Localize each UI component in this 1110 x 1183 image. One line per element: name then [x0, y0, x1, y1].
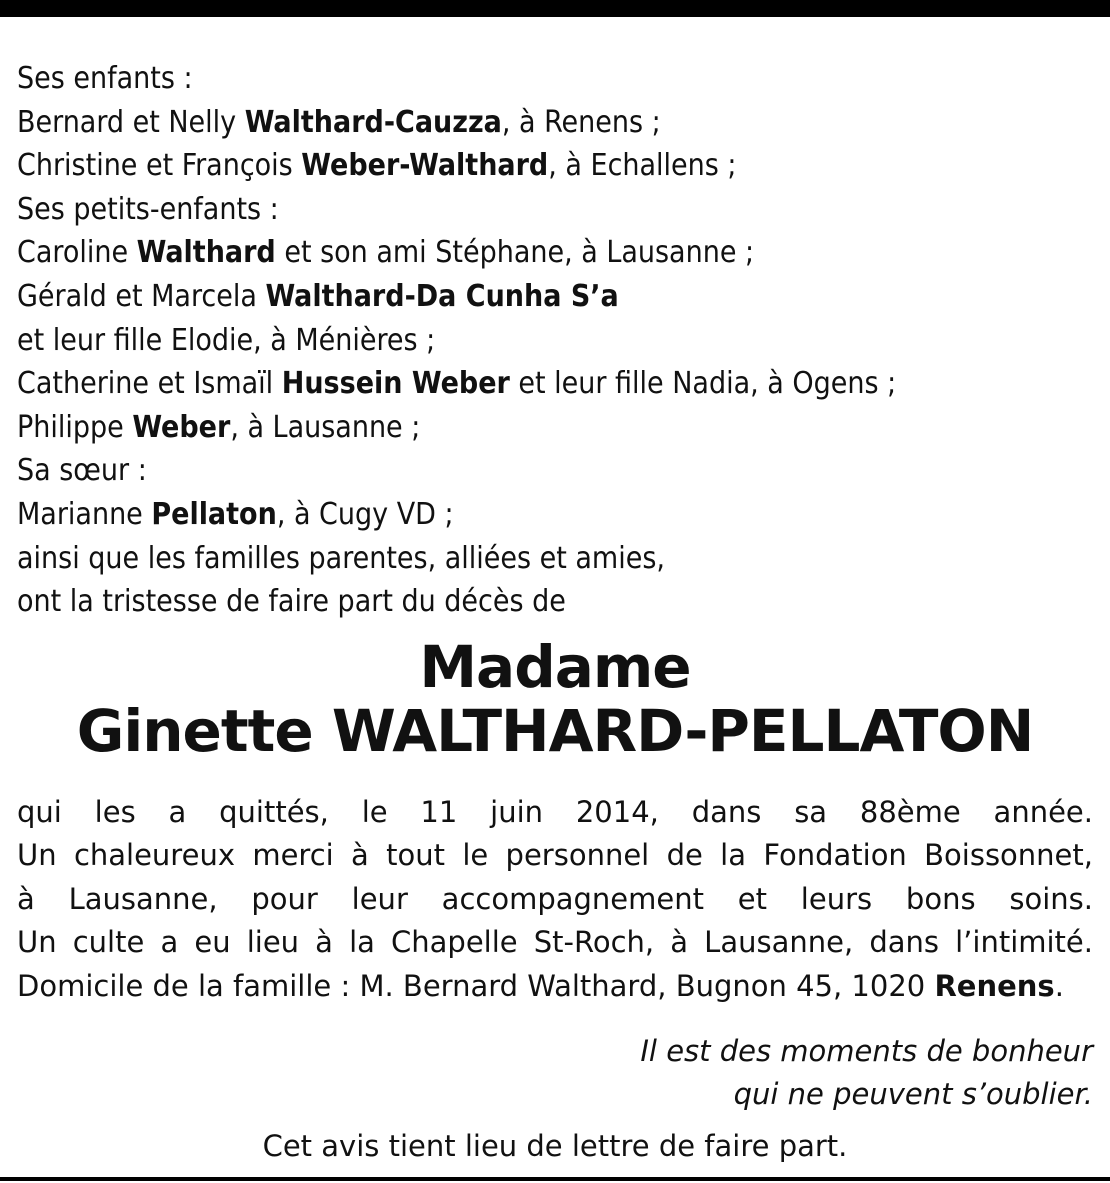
quote-line: Il est des moments de bonheur [640, 1034, 1093, 1068]
line-surname: Pellaton [151, 496, 277, 532]
deceased-title: Madame [419, 633, 691, 701]
list-item [17, 144, 1093, 188]
list-item [17, 231, 1093, 275]
line-text: Ses petits-enfants : [17, 191, 279, 227]
top-border-rule [0, 0, 1110, 17]
epitaph-quote [640, 1030, 1093, 1116]
line-text: Philippe [17, 409, 133, 445]
line-text: Ses enfants : [17, 61, 193, 96]
quote-line: qui ne peuvent s’oublier. [733, 1077, 1093, 1111]
list-item [17, 101, 1093, 145]
family-list [17, 57, 1093, 624]
domicile-line [17, 965, 1093, 1008]
line-text-after: , à Renens ; [501, 104, 661, 140]
deceased-heading [0, 633, 1110, 765]
domicile-town: Renens [934, 968, 1055, 1003]
line-text-after: , à Echallens ; [548, 148, 737, 184]
list-item [17, 406, 1093, 450]
line-text-after: et leur fille Nadia, à Ogens ; [509, 366, 897, 402]
line-text: Christine et François [17, 148, 302, 184]
details-paragraph [17, 791, 1093, 1008]
line-text: Catherine et Ismaïl [17, 366, 282, 402]
line-text: Gérald et Marcela [17, 278, 266, 314]
line-surname: Walthard-Cauzza [244, 104, 502, 140]
closing-note: Cet avis tient lieu de lettre de faire part. [262, 1129, 848, 1163]
list-item [17, 537, 1093, 581]
list-item [17, 188, 1093, 232]
details-line: à Lausanne, pour leur accompagnement et leurs bons soins. [17, 881, 1093, 916]
deceased-name: Ginette WALTHARD-PELLATON [76, 697, 1034, 765]
list-item [17, 362, 1093, 406]
details-line: Un culte a eu lieu à la Chapelle St-Roch, à Lausanne, dans l’intimité. [17, 925, 1093, 960]
list-item [17, 493, 1093, 537]
line-surname: Walthard-Da Cunha S’a [265, 278, 619, 314]
line-text: Bernard et Nelly [17, 104, 245, 140]
line-surname: Hussein Weber [281, 366, 510, 402]
list-item [17, 580, 1093, 624]
line-text-after: , à Cugy VD ; [276, 496, 454, 532]
line-text-after: et son ami Stéphane, à Lausanne ; [275, 235, 755, 271]
line-surname: Walthard [136, 235, 276, 271]
line-text: Caroline [17, 235, 137, 271]
domicile-period: . [1054, 968, 1064, 1003]
details-line: Un chaleureux merci à tout le personnel de la Fondation Boissonnet, [17, 838, 1093, 873]
line-text: ont la tristesse de faire part du décès de [17, 584, 566, 620]
line-text: et leur fille Elodie, à Ménières ; [17, 322, 436, 358]
bottom-border-rule [0, 1177, 1110, 1181]
line-text: Sa sœur : [17, 453, 147, 489]
domicile-text: Domicile de la famille : M. Bernard Walthard, Bugnon 45, 1020 [17, 968, 935, 1003]
line-surname: Weber-Walthard [301, 148, 549, 184]
list-item [17, 449, 1093, 493]
list-item [17, 275, 1093, 319]
details-line: qui les a quittés, le 11 juin 2014, dans sa 88ème année. [17, 795, 1093, 829]
line-surname: Weber [132, 409, 231, 445]
line-text: ainsi que les familles parentes, alliées et amies, [17, 540, 665, 576]
line-text-after: , à Lausanne ; [230, 409, 421, 445]
line-text: Marianne [17, 496, 152, 532]
list-item [17, 57, 1093, 101]
list-item [17, 319, 1093, 363]
